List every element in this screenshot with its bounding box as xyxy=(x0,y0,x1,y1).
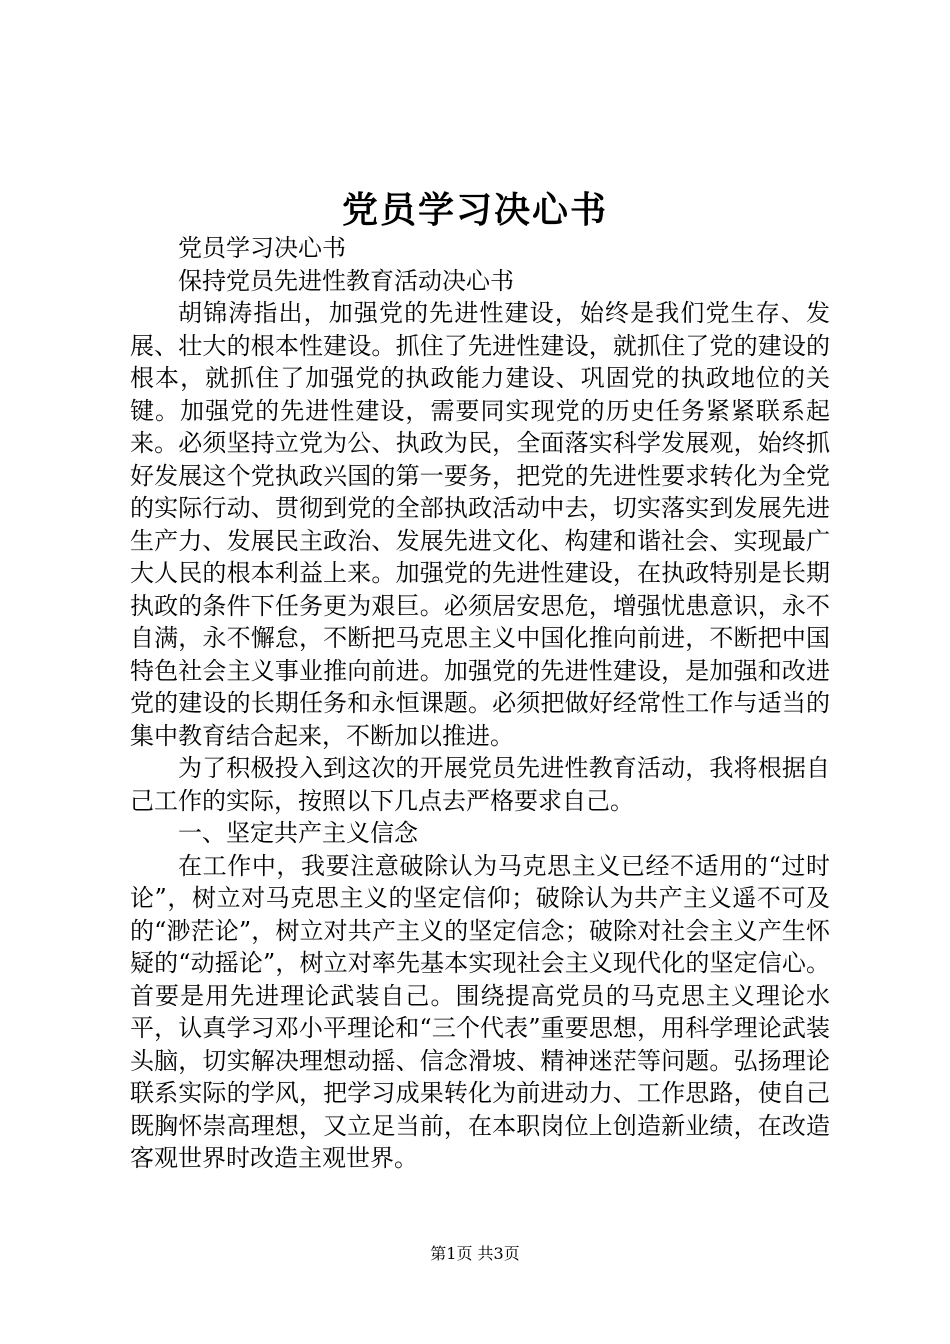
paragraph-section-1: 在工作中，我要注意破除认为马克思主义已经不适用的“过时论”，树立对马克思主义的坚定信仰；破除认为共产主义遥不可及的“渺茫论”，树立对共产主义的坚定信念；破除对社会主义产生怀疑的“动摇论”，树立对率先基本实现社会主义现代化的坚定信心。首要是用先进理论武装自己。围绕提高党员的马克思主义理论水平，认真学习邓小平理论和“三个代表”重要思想，用科学理论武装头脑，切实解决理想动摇、信念滑坡、精神迷茫等问题。弘扬理论联系实际的学风，把学习成果转化为前进动力、工作思路，使自己既胸怀崇高理想，又立足当前，在本职岗位上创造新业绩，在改造客观世界时改造主观世界。 xyxy=(130,851,830,1172)
paragraph-intro: 胡锦涛指出，加强党的先进性建设，始终是我们党生存、发展、壮大的根本性建设。抓住了先进性建设，就抓住了党的建设的根本，就抓住了加强党的执政能力建设、巩固党的执政地位的关键。加强党的先进性建设，需要同实现党的历史任务紧紧联系起来。必须坚持立党为公、执政为民，全面落实科学发展观，始终抓好发展这个党执政兴国的第一要务，把党的先进性要求转化为全党的实际行动、贯彻到党的全部执政活动中去，切实落实到发展先进生产力、发展民主政治、发展先进文化、构建和谐社会、实现最广大人民的根本利益上来。加强党的先进性建设，在执政特别是长期执政的条件下任务更为艰巨。必须居安思危，增强忧患意识，永不自满，永不懈怠，不断把马克思主义中国化推向前进，不断把中国特色社会主义事业推向前进。加强党的先进性建设，是加强和改进党的建设的长期任务和永恒课题。必须把做好经常性工作与适当的集中教育结合起来，不断加以推进。 xyxy=(130,299,830,750)
paragraph-heading-2: 保持党员先进性教育活动决心书 xyxy=(178,266,514,295)
section-heading: 一、坚定共产主义信念 xyxy=(178,819,418,847)
page-footer: 第1页 共3页 xyxy=(430,1244,520,1263)
document-body xyxy=(130,232,830,1175)
paragraph-purpose: 为了积极投入到这次的开展党员先进性教育活动，我将根据自己工作的实际，按照以下几点去严格要求自己。 xyxy=(130,754,830,815)
page-title: 党员学习决心书 xyxy=(341,189,608,231)
paragraph-heading-1: 党员学习决心书 xyxy=(178,234,346,262)
